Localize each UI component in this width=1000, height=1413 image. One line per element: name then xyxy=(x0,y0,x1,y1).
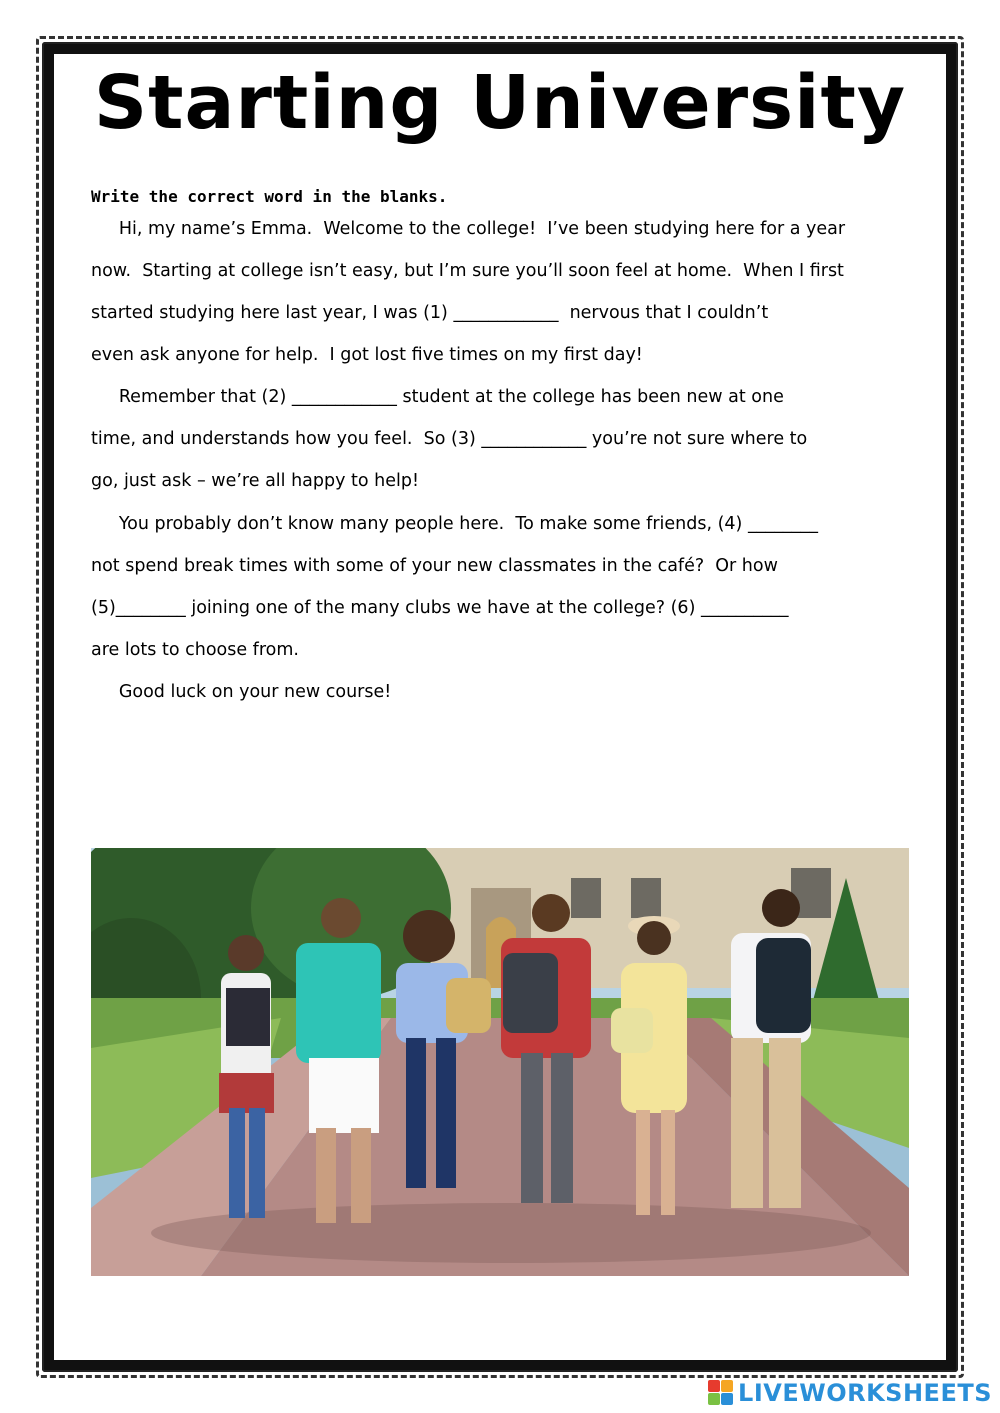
instructions: Write the correct word in the blanks. xyxy=(91,187,448,206)
students-photo xyxy=(91,848,909,1276)
passage-line-10: (5)________ joining one of the many clubs we have at the college? (6) __________ xyxy=(91,598,789,618)
passage-line-12: Good luck on your new course! xyxy=(91,682,392,702)
passage-line-1: Hi, my name’s Emma. Welcome to the college! I’ve been studying here for a year xyxy=(91,219,846,239)
passage-line-3: started studying here last year, I was (1) ____________ nervous that I couldn’t xyxy=(91,303,769,323)
passage-line-7: go, just ask – we’re all happy to help! xyxy=(91,471,420,491)
liveworksheets-brand: LIVEWORKSHEETS xyxy=(738,1379,992,1407)
worksheet-title: Starting University xyxy=(93,60,907,146)
passage-line-9: not spend break times with some of your new classmates in the café? Or how xyxy=(91,556,778,576)
passage-line-6: time, and understands how you feel. So (3) ____________ you’re not sure where to xyxy=(91,429,808,449)
passage-line-5: Remember that (2) ____________ student at the college has been new at one xyxy=(91,387,784,407)
liveworksheets-logo-icon xyxy=(708,1380,734,1406)
passage-line-8: You probably don’t know many people here. To make some friends, (4) ________ xyxy=(91,514,818,534)
passage-line-2: now. Starting at college isn’t easy, but I’m sure you’ll soon feel at home. When I first xyxy=(91,261,844,281)
passage-line-4: even ask anyone for help. I got lost five times on my first day! xyxy=(91,345,643,365)
passage-line-11: are lots to choose from. xyxy=(91,640,299,660)
students-photo-illustration xyxy=(91,848,909,1276)
liveworksheets-logo[interactable] xyxy=(708,1379,992,1407)
